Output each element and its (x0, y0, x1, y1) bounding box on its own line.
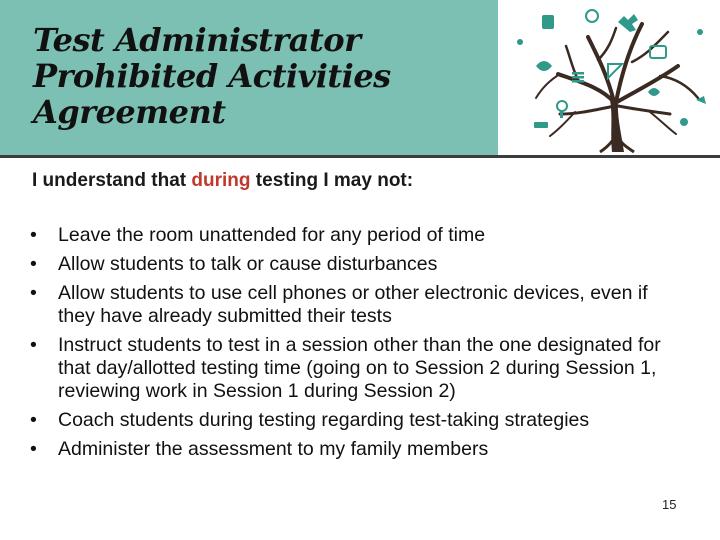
slide-number: 15 (662, 497, 677, 512)
slide-header (0, 0, 720, 155)
bullet-icon: • (30, 224, 37, 246)
bullet-icon: • (30, 282, 37, 304)
title-line-1: Test Administrator (33, 21, 361, 59)
bullet-icon: • (30, 409, 37, 431)
list-item (30, 409, 670, 432)
list-item-text: Allow students to use cell phones or other electronic devices, even if they have already submitted their tests (58, 282, 648, 327)
list-item-text: Coach students during testing regarding test-taking strategies (58, 409, 590, 431)
intro-statement (32, 170, 413, 192)
list-item (30, 282, 670, 328)
list-item-text: Allow students to talk or cause disturbances (58, 253, 438, 275)
bullet-icon: • (30, 253, 37, 275)
title-line-2: Prohibited Activities (33, 57, 391, 95)
intro-text-before: I understand that (32, 170, 192, 191)
tree-of-knowledge-icon (500, 2, 718, 154)
slide-title (33, 22, 391, 130)
list-item (30, 253, 670, 276)
header-divider (0, 155, 720, 158)
bullet-icon: • (30, 438, 37, 460)
list-item (30, 224, 670, 247)
list-item-text: Leave the room unattended for any period of time (58, 224, 486, 246)
list-item-text: Administer the assessment to my family members (58, 438, 489, 460)
list-item (30, 438, 670, 461)
list-item-text: Instruct students to test in a session other than the one designated for that day/allotted testing time (going on to Session 2 during Session 1, reviewing work in Session 1 during Session 2) (58, 334, 661, 402)
prohibited-activities-list (30, 224, 670, 467)
intro-text-after: testing I may not: (250, 170, 414, 191)
intro-highlight: during (191, 170, 251, 191)
title-line-3: Agreement (33, 93, 226, 131)
bullet-icon: • (30, 334, 37, 356)
list-item (30, 334, 670, 403)
